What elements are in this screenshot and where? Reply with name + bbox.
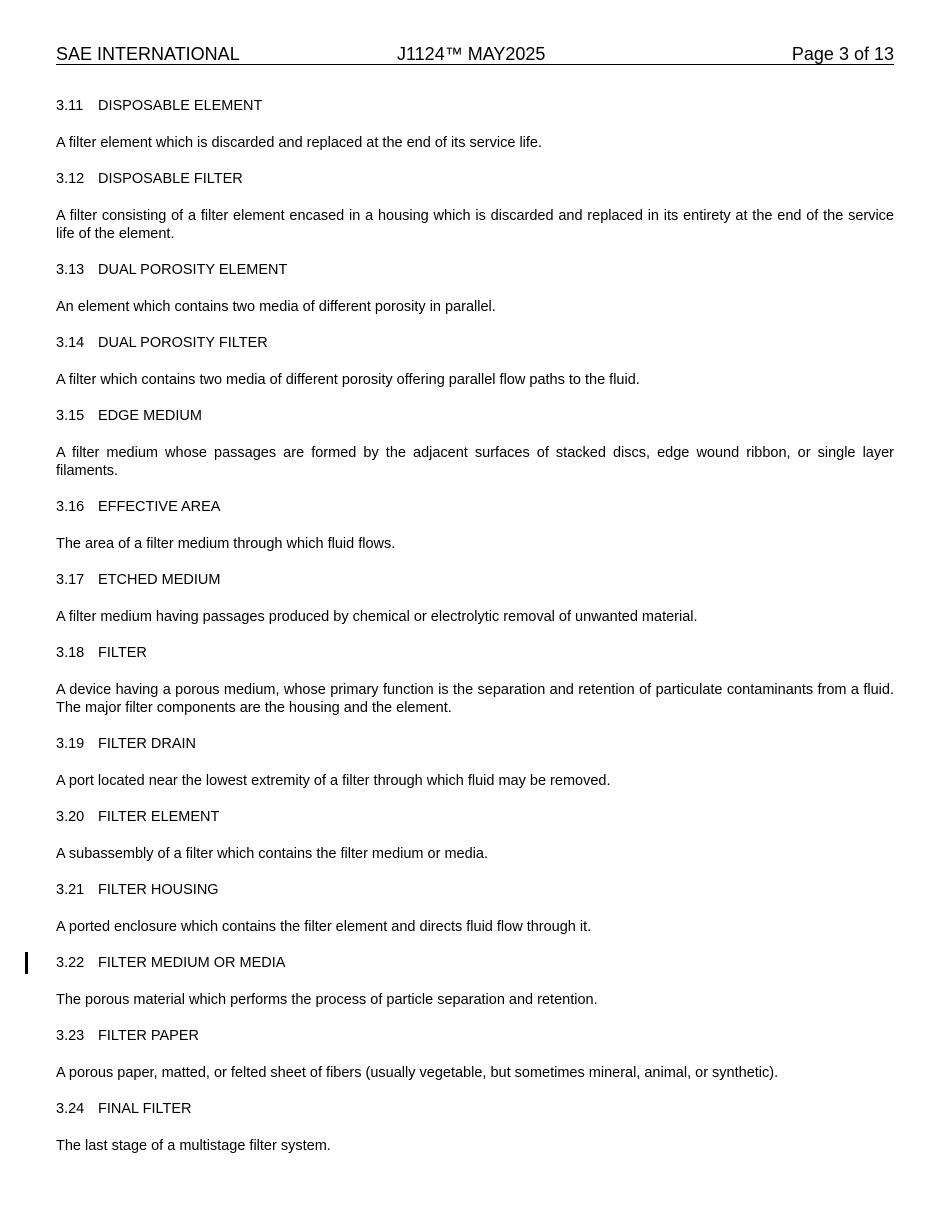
term-heading — [56, 97, 894, 115]
term-definition: A filter element which is discarded and replaced at the end of its service life. — [56, 135, 543, 151]
term-heading — [56, 407, 894, 425]
term-number: 3.11 — [56, 98, 84, 114]
term-definition: A port located near the lowest extremity of a filter through which fluid may be removed. — [56, 773, 611, 789]
term-number: 3.16 — [56, 499, 85, 515]
revision-change-bar — [25, 952, 28, 974]
term-definition: A ported enclosure which contains the filter element and directs fluid flow through it. — [56, 919, 592, 935]
term-definition: A filter medium having passages produced by chemical or electrolytic removal of unwanted material. — [56, 609, 698, 625]
term-heading — [56, 498, 894, 516]
term-title: EFFECTIVE AREA — [98, 499, 221, 515]
term-heading — [56, 170, 894, 188]
header-organization: SAE INTERNATIONAL — [56, 44, 240, 64]
term-title: FILTER DRAIN — [98, 736, 197, 752]
term-number: 3.23 — [56, 1028, 85, 1044]
term-number: 3.24 — [56, 1101, 85, 1117]
term-heading — [56, 954, 894, 972]
definition-entry — [56, 170, 894, 243]
term-title: DUAL POROSITY ELEMENT — [98, 262, 288, 278]
definition-entry — [56, 1027, 894, 1082]
term-heading — [56, 571, 894, 589]
term-number: 3.22 — [56, 955, 85, 971]
term-definition: An element which contains two media of different porosity in parallel. — [56, 299, 496, 315]
definition-entry — [56, 1100, 894, 1155]
term-number: 3.21 — [56, 882, 85, 898]
page-header — [56, 44, 894, 65]
term-title: FILTER MEDIUM OR MEDIA — [98, 955, 286, 971]
term-title: FILTER PAPER — [98, 1028, 199, 1044]
term-definition: The last stage of a multistage filter system. — [56, 1138, 331, 1154]
term-heading — [56, 735, 894, 753]
term-title: DISPOSABLE ELEMENT — [98, 98, 263, 114]
term-number: 3.14 — [56, 335, 85, 351]
definition-entry — [56, 808, 894, 863]
definition-entry — [56, 644, 894, 717]
definition-entry — [56, 498, 894, 553]
term-heading — [56, 808, 894, 826]
term-number: 3.13 — [56, 262, 85, 278]
definition-entry — [56, 571, 894, 626]
term-title: ETCHED MEDIUM — [98, 572, 221, 588]
term-heading — [56, 1100, 894, 1118]
definition-entry — [56, 735, 894, 790]
term-definition: A filter which contains two media of different porosity offering parallel flow paths to the fluid. — [56, 372, 640, 388]
term-heading — [56, 261, 894, 279]
term-heading — [56, 1027, 894, 1045]
term-definition: The area of a filter medium through which fluid flows. — [56, 536, 396, 552]
definition-entry — [56, 97, 894, 152]
definition-entry — [56, 407, 894, 480]
term-number: 3.15 — [56, 408, 85, 424]
term-title: FINAL FILTER — [98, 1101, 192, 1117]
term-definition: A porous paper, matted, or felted sheet of fibers (usually vegetable, but sometimes mineral, animal, or synthetic). — [56, 1065, 779, 1081]
term-number: 3.18 — [56, 645, 85, 661]
term-title: FILTER ELEMENT — [98, 809, 220, 825]
term-heading — [56, 644, 894, 662]
term-heading — [56, 334, 894, 352]
term-number: 3.20 — [56, 809, 85, 825]
term-definition: A filter medium whose passages are formed by the adjacent surfaces of stacked discs, edge wound ribbon, or single layer filaments. — [56, 445, 894, 479]
header-document-id: J1124™ MAY2025 — [397, 44, 546, 64]
term-title: EDGE MEDIUM — [98, 408, 202, 424]
term-definition: A subassembly of a filter which contains the filter medium or media. — [56, 846, 488, 862]
header-page-number: Page 3 of 13 — [791, 44, 894, 64]
term-number: 3.12 — [56, 171, 85, 187]
term-definition: A device having a porous medium, whose primary function is the separation and retention of particulate contaminants from a fluid. The major filter components are the housing and the element. — [56, 682, 894, 716]
definition-entry — [56, 334, 894, 389]
term-definition: The porous material which performs the process of particle separation and retention. — [56, 992, 598, 1008]
term-title: FILTER HOUSING — [98, 882, 219, 898]
term-definition: A filter consisting of a filter element encased in a housing which is discarded and replaced in its entirety at the end of the service life of the element. — [56, 208, 894, 242]
definition-entry — [56, 881, 894, 936]
term-number: 3.17 — [56, 572, 85, 588]
definition-entry — [56, 261, 894, 316]
term-heading — [56, 881, 894, 899]
term-number: 3.19 — [56, 736, 85, 752]
term-title: DUAL POROSITY FILTER — [98, 335, 268, 351]
definition-entry — [56, 954, 894, 1009]
term-title: FILTER — [98, 645, 147, 661]
definitions-list — [56, 97, 894, 1155]
term-title: DISPOSABLE FILTER — [98, 171, 243, 187]
